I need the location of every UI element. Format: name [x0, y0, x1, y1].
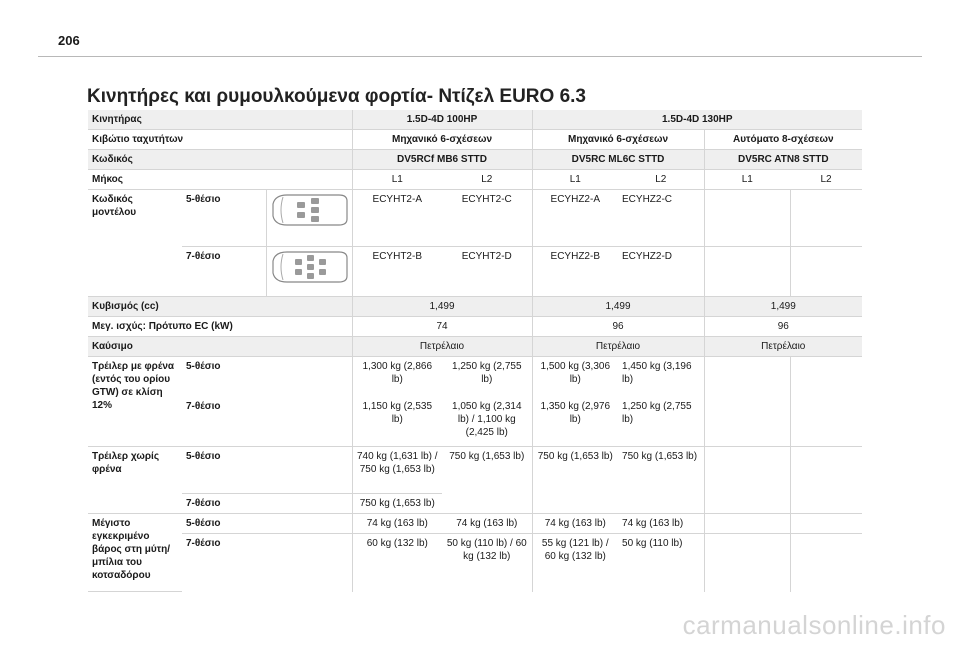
unbraked-trailer-row-5 — [88, 447, 862, 494]
power-row — [88, 317, 862, 337]
engine-100hp: 1.5D-4D 100HP — [352, 110, 532, 130]
displacement-value: 1,499 — [352, 297, 532, 317]
fuel-value: Πετρέλαιο — [532, 337, 704, 357]
nose-weight-row-5 — [88, 514, 862, 534]
unbraked-value: 750 kg (1,653 lb) — [532, 447, 618, 514]
braked-value: 1,350 kg (2,976 lb) — [532, 397, 618, 447]
unbraked-value: 750 kg (1,653 lb) — [618, 447, 704, 514]
displacement-label: Κυβισμός (cc) — [88, 297, 352, 317]
braked-trailer-row-5 — [88, 357, 862, 397]
empty-cell — [790, 447, 862, 514]
length-value: L2 — [618, 170, 704, 190]
model-code-value: ECYHZ2-C — [618, 190, 704, 247]
nose-weight-value: 50 kg (110 lb) / 60 kg (132 lb) — [446, 538, 527, 562]
spec-table — [88, 110, 862, 592]
unbraked-value: 750 kg (1,653 lb) — [352, 494, 442, 514]
unbraked-trailer-label: Τρέιλερ χωρίς φρένα — [88, 447, 182, 514]
braked-trailer-label: Τρέιλερ με φρένα (εντός του ορίου GTW) σε κλίση 12% — [88, 357, 182, 447]
seat-label: 5-θέσιο — [182, 447, 352, 494]
page-title: Κινητήρες και ρυμουλκούμενα φορτία- Ντίζελ EURO 6.3 — [87, 86, 587, 107]
seat-label: 5-θέσιο — [182, 514, 352, 534]
displacement-row — [88, 297, 862, 317]
nose-weight-value: 50 kg (110 lb) — [622, 538, 683, 549]
seat-label: 5-θέσιο — [186, 361, 221, 372]
nose-weight-value: 60 kg (132 lb) — [352, 534, 442, 592]
length-value: L2 — [442, 170, 532, 190]
nose-weight-value: 74 kg (163 lb) — [442, 514, 532, 534]
unbraked-value: 740 kg (1,631 lb) / 750 kg (1,653 lb) — [352, 447, 442, 494]
empty-cell — [704, 357, 790, 397]
empty-cell — [704, 247, 790, 297]
gearbox-2: Μηχανικό 6-σχέσεων — [532, 130, 704, 150]
model-code-value: ECYHT2-A — [352, 190, 442, 247]
code-row — [88, 150, 862, 170]
model-code-value: ECYHZ2-D — [618, 247, 704, 297]
fuel-label: Καύσιμο — [88, 337, 352, 357]
length-value: L2 — [790, 170, 862, 190]
gearbox-label: Κιβώτιο ταχυτήτων — [88, 130, 352, 150]
braked-value: 1,250 kg (2,755 lb) — [452, 361, 522, 385]
model-code-value: ECYHZ2-A — [532, 190, 618, 247]
empty-cell — [790, 397, 862, 447]
unbraked-value: 750 kg (1,653 lb) — [442, 447, 532, 514]
nose-weight-value: 74 kg (163 lb) — [352, 514, 442, 534]
fuel-row — [88, 337, 862, 357]
displacement-value: 1,499 — [704, 297, 862, 317]
car-5-seat-icon — [271, 193, 349, 227]
seat-label: 7-θέσιο — [186, 538, 221, 549]
nose-weight-row-7 — [88, 534, 862, 592]
power-label: Μεγ. ισχύς: Πρότυπο EC (kW) — [88, 317, 352, 337]
car-5-seat-icon — [266, 190, 352, 247]
car-7-seat-icon — [271, 250, 349, 284]
empty-cell — [704, 514, 790, 534]
empty-cell — [790, 357, 862, 397]
braked-trailer-row-7 — [88, 397, 862, 447]
empty-cell — [704, 534, 790, 592]
length-value: L1 — [704, 170, 790, 190]
seat-label: 5-θέσιο — [182, 190, 266, 247]
gearbox-row — [88, 130, 862, 150]
braked-value: 1,300 kg (2,866 lb) — [352, 357, 442, 397]
length-value: L1 — [352, 170, 442, 190]
model-code-value: ECYHT2-D — [442, 247, 532, 297]
code-label: Κωδικός — [88, 150, 352, 170]
engine-130hp: 1.5D-4D 130HP — [532, 110, 862, 130]
model-code-label: Κωδικός μοντέλου — [88, 190, 182, 297]
seat-label: 7-θέσιο — [182, 397, 352, 447]
braked-value: 1,500 kg (3,306 lb) — [532, 357, 618, 397]
code-2: DV5RC ML6C STTD — [532, 150, 704, 170]
length-row — [88, 170, 862, 190]
gearbox-3: Αυτόματο 8-σχέσεων — [704, 130, 862, 150]
gearbox-1: Μηχανικό 6-σχέσεων — [352, 130, 532, 150]
seat-label: 7-θέσιο — [182, 247, 266, 297]
length-value: L1 — [532, 170, 618, 190]
code-3: DV5RC ATN8 STTD — [704, 150, 862, 170]
header-divider — [38, 56, 922, 57]
empty-cell — [704, 190, 790, 247]
fuel-value: Πετρέλαιο — [704, 337, 862, 357]
braked-value: 1,450 kg (3,196 lb) — [622, 361, 692, 385]
seat-label: 7-θέσιο — [182, 494, 352, 514]
power-value: 96 — [532, 317, 704, 337]
watermark: carmanualsonline.info — [682, 610, 946, 640]
page-number: 206 — [58, 33, 80, 48]
empty-cell — [790, 514, 862, 534]
nose-weight-label: Μέγιστο εγκεκριμένο βάρος στη μύτη/μπίλια του κοτσαδόρου — [88, 514, 182, 592]
model-code-value: ECYHT2-C — [442, 190, 532, 247]
length-label: Μήκος — [88, 170, 352, 190]
model-code-value: ECYHZ2-B — [532, 247, 618, 297]
power-value: 74 — [352, 317, 532, 337]
empty-cell — [790, 247, 862, 297]
model-code-value: ECYHT2-B — [352, 247, 442, 297]
empty-cell — [704, 397, 790, 447]
braked-value: 1,250 kg (2,755 lb) — [618, 397, 704, 447]
engine-row — [88, 110, 862, 130]
braked-value: 1,150 kg (2,535 lb) — [352, 397, 442, 447]
nose-weight-value: 74 kg (163 lb) — [618, 514, 704, 534]
car-7-seat-icon — [266, 247, 352, 297]
model-code-row-5 — [88, 190, 862, 247]
code-1: DV5RCf MB6 STTD — [352, 150, 532, 170]
model-code-row-7 — [88, 247, 862, 297]
braked-value: 1,050 kg (2,314 lb) / 1,100 kg (2,425 lb) — [442, 397, 532, 447]
nose-weight-value: 55 kg (121 lb) / 60 kg (132 lb) — [532, 534, 618, 592]
power-value: 96 — [704, 317, 862, 337]
displacement-value: 1,499 — [532, 297, 704, 317]
engine-label: Κινητήρας — [88, 110, 352, 130]
nose-weight-value: 74 kg (163 lb) — [532, 514, 618, 534]
fuel-value: Πετρέλαιο — [352, 337, 532, 357]
empty-cell — [790, 534, 862, 592]
empty-cell — [704, 447, 790, 514]
empty-cell — [790, 190, 862, 247]
